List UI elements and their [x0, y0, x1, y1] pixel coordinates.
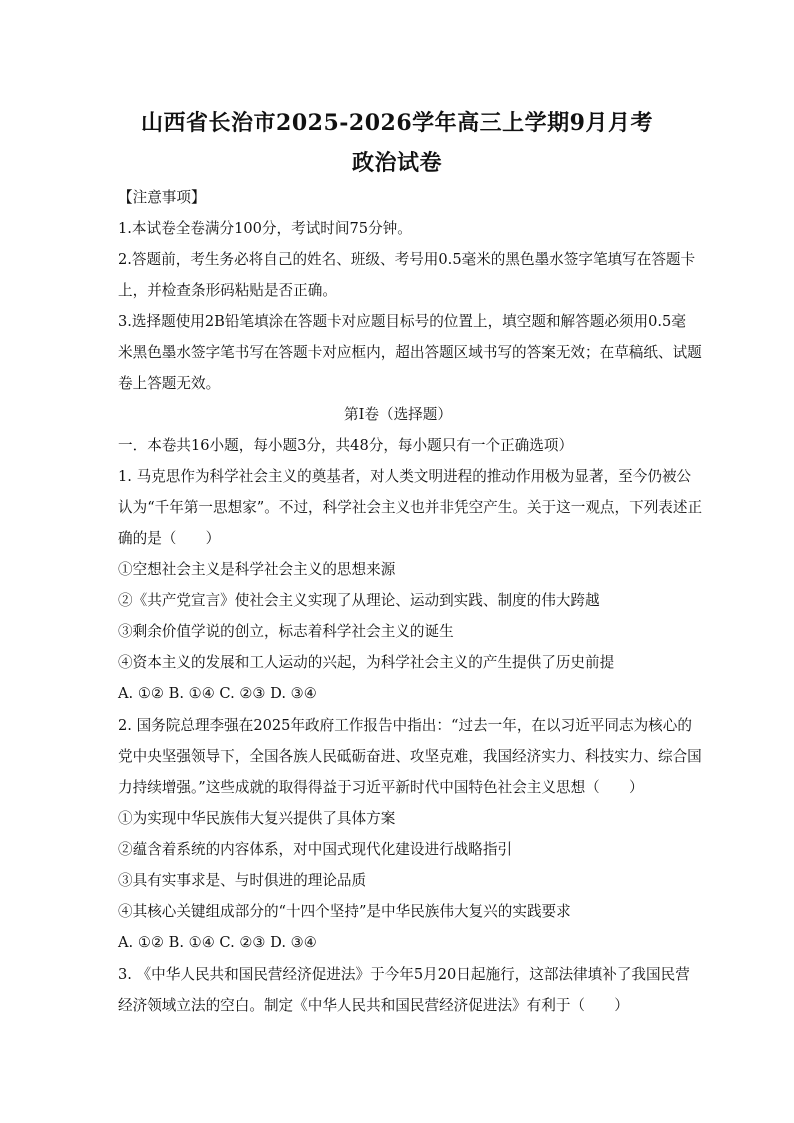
- question-item: ③剩余价值学说的创立，标志着科学社会主义的诞生: [118, 623, 454, 640]
- question-stem: 确的是（ ）: [118, 530, 221, 547]
- question-item: ④资本主义的发展和工人运动的兴起，为科学社会主义的产生提供了历史前提: [118, 654, 615, 671]
- question-stem: 力持续增强。”这些成就的取得得益于习近平新时代中国特色社会主义思想（ ）: [118, 779, 644, 796]
- question-item: ①为实现中华民族伟大复兴提供了具体方案: [118, 810, 396, 827]
- question-stem: 党中央坚强领导下，全国各族人民砥砺奋进、攻坚克难，我国经济实力、科技实力、综合国: [118, 748, 702, 765]
- question-stem: 认为“千年第一思想家”。不过，科学社会主义也并非凭空产生。关于这一观点，下列表述正: [118, 499, 703, 516]
- section-instruction: 一．本卷共16小题，每小题3分，共48分，每小题只有一个正确选项）: [118, 437, 574, 454]
- question-item: ④其核心关键组成部分的“十四个坚持”是中华民族伟大复兴的实践要求: [118, 903, 571, 920]
- notes-line: 1.本试卷全卷满分100分，考试时间75分钟。: [118, 220, 412, 237]
- notes-line: 上，并检查条形码粘贴是否正确。: [118, 282, 337, 299]
- notes-heading: 【注意事项】: [118, 189, 206, 206]
- question-stem: 经济领域立法的空白。制定《中华人民共和国民营经济促进法》有利于（ ）: [118, 997, 629, 1014]
- notes-line: 3.选择题使用2B铅笔填涂在答题卡对应题目标号的位置上，填空题和解答题必须用0.5毫: [118, 313, 686, 330]
- question-item: ③具有实事求是、与时俱进的理论品质: [118, 872, 367, 889]
- notes-line: 2.答题前，考生务必将自己的姓名、班级、考号用0.5毫米的黑色墨水签字笔填写在答题卡: [118, 251, 696, 268]
- question-options: A. ①② B. ①④ C. ②③ D. ③④: [118, 934, 317, 951]
- question-stem: 1. 马克思作为科学社会主义的奠基者，对人类文明进程的推动作用极为显著，至今仍被公: [118, 468, 692, 485]
- question-options: A. ①② B. ①④ C. ②③ D. ③④: [118, 685, 317, 702]
- notes-line: 卷上答题无效。: [118, 375, 221, 392]
- exam-title: 山西省长治市2025-2026学年高三上学期9月月考: [141, 110, 653, 136]
- question-stem: 3. 《中华人民共和国民营经济促进法》于今年5月20日起施行，这部法律填补了我国民营: [118, 966, 690, 983]
- exam-subtitle: 政治试卷: [351, 150, 442, 176]
- section-title: 第Ⅰ卷（选择题）: [344, 406, 452, 423]
- question-item: ②蕴含着系统的内容体系，对中国式现代化建设进行战略指引: [118, 841, 513, 858]
- question-item: ②《共产党宣言》使社会主义实现了从理论、运动到实践、制度的伟大跨越: [118, 592, 600, 609]
- question-item: ①空想社会主义是科学社会主义的思想来源: [118, 561, 396, 578]
- question-stem: 2. 国务院总理李强在2025年政府工作报告中指出：“过去一年，在以习近平同志为核心的: [118, 717, 692, 734]
- notes-line: 米黑色墨水签字笔书写在答题卡对应框内，超出答题区域书写的答案无效；在草稿纸、试题: [118, 344, 702, 361]
